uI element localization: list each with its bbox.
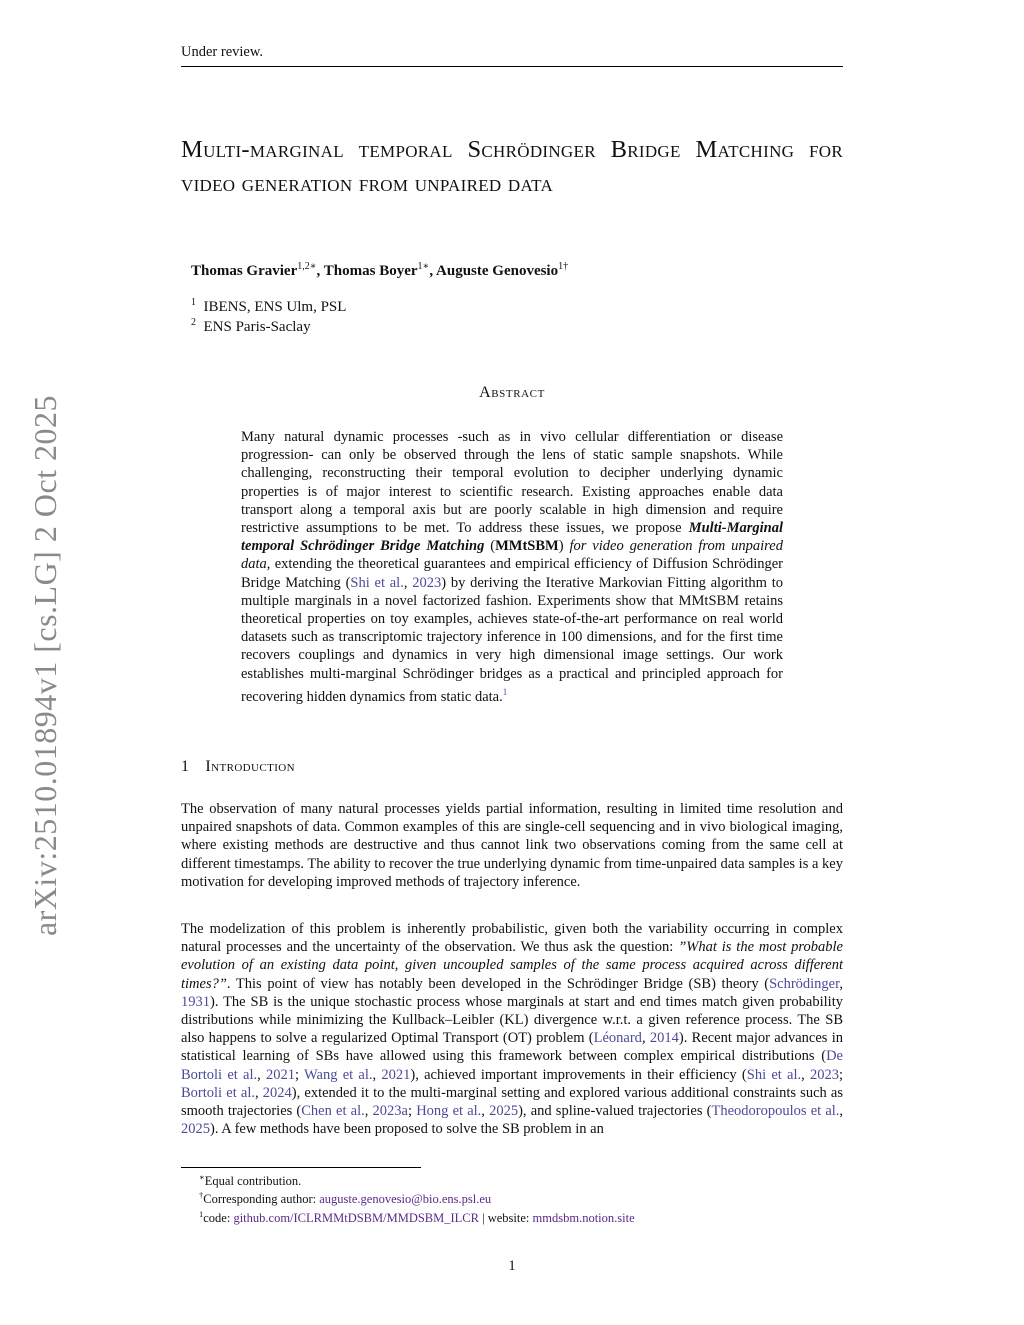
running-header: Under review.	[181, 44, 263, 60]
footnote-mark: †	[199, 1190, 204, 1200]
footnote-equal	[199, 1172, 301, 1189]
citation-year-link[interactable]: 2025	[181, 1121, 210, 1138]
footnote-code	[199, 1209, 635, 1226]
arxiv-stamp	[23, 385, 68, 945]
citation-link[interactable]: De Bortoli et al.	[181, 1048, 843, 1083]
citation-year-link[interactable]: 2023a	[372, 1103, 408, 1120]
section-heading	[181, 758, 295, 776]
intro-paragraph-2: The modelization of this problem is inherently probabilistic, given both the variability occurring in complex natural processes and the uncertainty of the observation. We thus ask the question: ”What is the most probable evolution of an existing data point, given uncoupled samples of the same process acquired across different times?”. This point of view has notably been developed in the Schrödinger Bridge (SB) theory (Schrödinger, 1931). The SB is the unique stochastic process whose marginals at start and end times match given probability distributions while minimizing the Kullback–Leibler (KL) divergence w.r.t. a given reference process. The SB also happens to solve a regularized Optimal Transport (OT) problem (Léonard, 2014). Recent major advances in statistical learning of SBs have allowed using this framework between complex empirical distributions (De Bortoli et al., 2021; Wang et al., 2021), achieved important improvements in their efficiency (Shi et al., 2023; Bortoli et al., 2024), extended it to the multi-marginal setting and explored various additional constraints such as smooth trajectories (Chen et al., 2023a; Hong et al., 2025), and spline-valued trajectories (Theodoropoulos et al., 2025). A few methods have been proposed to solve the SB problem in an	[181, 921, 844, 1138]
footnote-mark: ∗	[199, 1172, 205, 1182]
footnote-text: Equal contribution.	[204, 1174, 302, 1189]
question-italic: ”What is the most probable evolution of an existing data point, given uncoupled samples of the same process acquired across different times?”	[181, 939, 843, 992]
citation-year-link[interactable]: 2023	[412, 574, 442, 591]
citation-year-link[interactable]: 1931	[181, 993, 210, 1010]
affiliation-text: IBENS, ENS Ulm, PSL	[203, 299, 347, 315]
author-list: Thomas Gravier$^{1,2∗}$, Thomas Boyer$^{1∗}$, Auguste Genovesio$^{1\dagger}$	[191, 261, 569, 279]
section-number: 1	[181, 758, 190, 775]
method-name: Multi-Marginal temporal Schrödinger Bridge Matching	[241, 520, 783, 555]
author-sup: 1,2∗	[297, 261, 317, 272]
citation-link[interactable]: Hong et al.	[416, 1103, 482, 1120]
citation-link[interactable]: Bortoli et al.	[181, 1084, 255, 1101]
header-rule	[181, 66, 843, 67]
body-text: ), extended it to the multi-marginal setting and explored various additional constraints such as smooth trajectories (	[181, 1084, 844, 1120]
citation-link[interactable]: Wang et al.	[304, 1066, 373, 1083]
citation-year-link[interactable]: 2021	[266, 1066, 295, 1083]
page-number: 1	[508, 1258, 516, 1274]
paper-title: Multi-marginal temporal Schrödinger Bridge Matching for video generation from unpaired data	[181, 136, 843, 197]
citation-year-link[interactable]: 2024	[262, 1084, 292, 1101]
citation-link[interactable]: Shi et al.	[350, 574, 404, 591]
footnote-text: Corresponding author:	[203, 1192, 320, 1207]
body-text: ). The SB is the unique stochastic process whose marginals at start and end times match given probability distributions while minimizing the Kullback–Leibler (KL) divergence w.r.t. a given reference process. The SB also happens to solve a regularized Optimal Transport (OT) problem (	[181, 993, 843, 1047]
citation-year-link[interactable]: 2025	[489, 1103, 519, 1120]
body-text: ). A few methods have been proposed to solve the SB problem in an	[210, 1121, 604, 1138]
citation-link[interactable]: Schrödinger	[769, 975, 840, 992]
author-sup: 1†	[558, 261, 569, 272]
section-title: Introduction	[205, 758, 295, 775]
affiliation-1	[191, 297, 346, 316]
abstract-text: ) by deriving the Iterative Markovian Fitting algorithm to multiple marginals in a novel factorized fashion. Experiments show that MMtSBM retains theoretical properties on toy examples, achieves state-of-the-art performance on real world datasets such as transcriptomic trajectory inference in 100 dimensions, and for the first time recovers couplings and dynamics in very high dimensional image settings. Our work establishes multi-marginal Schrödinger bridges as a practical and principled approach for recovering hidden dynamics from static data.	[241, 574, 784, 705]
citation-year-link[interactable]: 2021	[381, 1066, 411, 1083]
footnote-marker[interactable]: 1	[502, 686, 508, 697]
website-link[interactable]: mmdsbm.notion.site	[532, 1211, 635, 1226]
affiliation-num: 1	[191, 297, 196, 308]
arxiv-id: arXiv:2510.01894v1 [cs.LG] 2 Oct 2025	[27, 394, 64, 936]
footnote-text: | website:	[478, 1211, 533, 1226]
citation-link[interactable]: Léonard	[593, 1030, 642, 1047]
body-text: ), and spline-valued trajectories (	[518, 1103, 712, 1120]
body-text: The modelization of this problem is inherently probabilistic, given both the variability occurring in complex natural processes and the uncertainty of the observation. We thus ask the question:	[181, 921, 843, 956]
footnote-mark: 1	[199, 1209, 204, 1219]
intro-paragraph-1: The observation of many natural processes yields partial information, resulting in limited time resolution and unpaired snapshots of data. Common examples of this are single-cell sequencing and in vivo biological imaging, where existing methods are destructive and thus cannot link two observations coming from the same cell at different timestamps. The ability to recover the true underlying dynamic from time-unpaired data samples is a key motivation for developing improved methods of trajectory inference.	[181, 801, 843, 890]
citation-year-link[interactable]: 2014	[649, 1030, 679, 1047]
affiliation-num: 2	[191, 317, 196, 328]
author-sup: 1∗	[417, 261, 430, 272]
body-text: ), achieved important improvements in their efficiency (	[410, 1066, 747, 1083]
footnote-text: code:	[203, 1211, 234, 1226]
citation-year-link[interactable]: 2023	[810, 1066, 839, 1083]
abstract-text: Many natural dynamic processes -such as in vivo cellular differentiation or disease progression- can only be observed through the lens of static sample snapshots. While challenging, reconstructing their temporal evolution to decipher underlying dynamic properties is of major interest to scientific research. Existing approaches enable data transport along a temporal axis but are poorly scalable in high dimension and require restrictive assumptions to be met. To address these issues, we propose	[241, 429, 783, 537]
affiliation-text: ENS Paris-Saclay	[203, 319, 311, 335]
citation-link[interactable]: Chen et al.	[301, 1103, 365, 1120]
author-name: Thomas Boyer	[323, 263, 418, 279]
affiliation-2	[191, 317, 311, 336]
footnote-rule	[181, 1167, 421, 1168]
footnote-corresponding	[199, 1190, 491, 1207]
abstract-italic: for video generation from unpaired data	[241, 538, 783, 573]
citation-link[interactable]: Shi et al.	[746, 1066, 802, 1083]
citation-link[interactable]: Theodoropoulos et al.	[711, 1103, 840, 1120]
github-link[interactable]: github.com/ICLRMMtDSBM/MMDSBM_ILCR	[233, 1211, 479, 1226]
email-link[interactable]: auguste.genovesio@bio.ens.psl.eu	[319, 1192, 492, 1207]
method-acronym: MMtSBM	[495, 538, 559, 555]
abstract-heading: Abstract	[479, 384, 545, 401]
body-text: . This point of view has notably been developed in the Schrödinger Bridge (SB) theory (	[226, 975, 770, 992]
author-name: Auguste Genovesio	[436, 263, 559, 279]
abstract-text: , extending the theoretical guarantees and empirical efficiency of Diffusion Schrödinger Bridge Matching (	[241, 556, 783, 591]
body-text: ). Recent major advances in statistical learning of SBs have allowed using this framework between complex empirical distributions (	[181, 1030, 843, 1065]
author-name: Thomas Gravier	[191, 263, 298, 279]
abstract-body: Many natural dynamic processes -such as in vivo cellular differentiation or disease progression- can only be observed through the lens of static sample snapshots. While challenging, reconstructing their temporal evolution to decipher underlying dynamic properties is of major interest to scientific research. Existing approaches enable data transport along a temporal axis but are poorly scalable in high dimension and require restrictive assumptions to be met. To address these issues, we propose Multi-Marginal temporal Schrödinger Bridge Matching (MMtSBM) for video generation from unpaired data, extending the theoretical guarantees and empirical efficiency of Diffusion Schrödinger Bridge Matching (Shi et al., 2023) by deriving the Iterative Markovian Fitting algorithm to multiple marginals in a novel factorized fashion. Experiments show that MMtSBM retains theoretical properties on toy examples, achieves state-of-the-art performance on real world datasets such as transcriptomic trajectory inference in 100 dimensions, and for the first time recovers couplings and dynamics in very high dimensional image settings. Our work establishes multi-marginal Schrödinger bridges as a practical and principled approach for recovering hidden dynamics from static data.$^1$	[241, 429, 784, 705]
